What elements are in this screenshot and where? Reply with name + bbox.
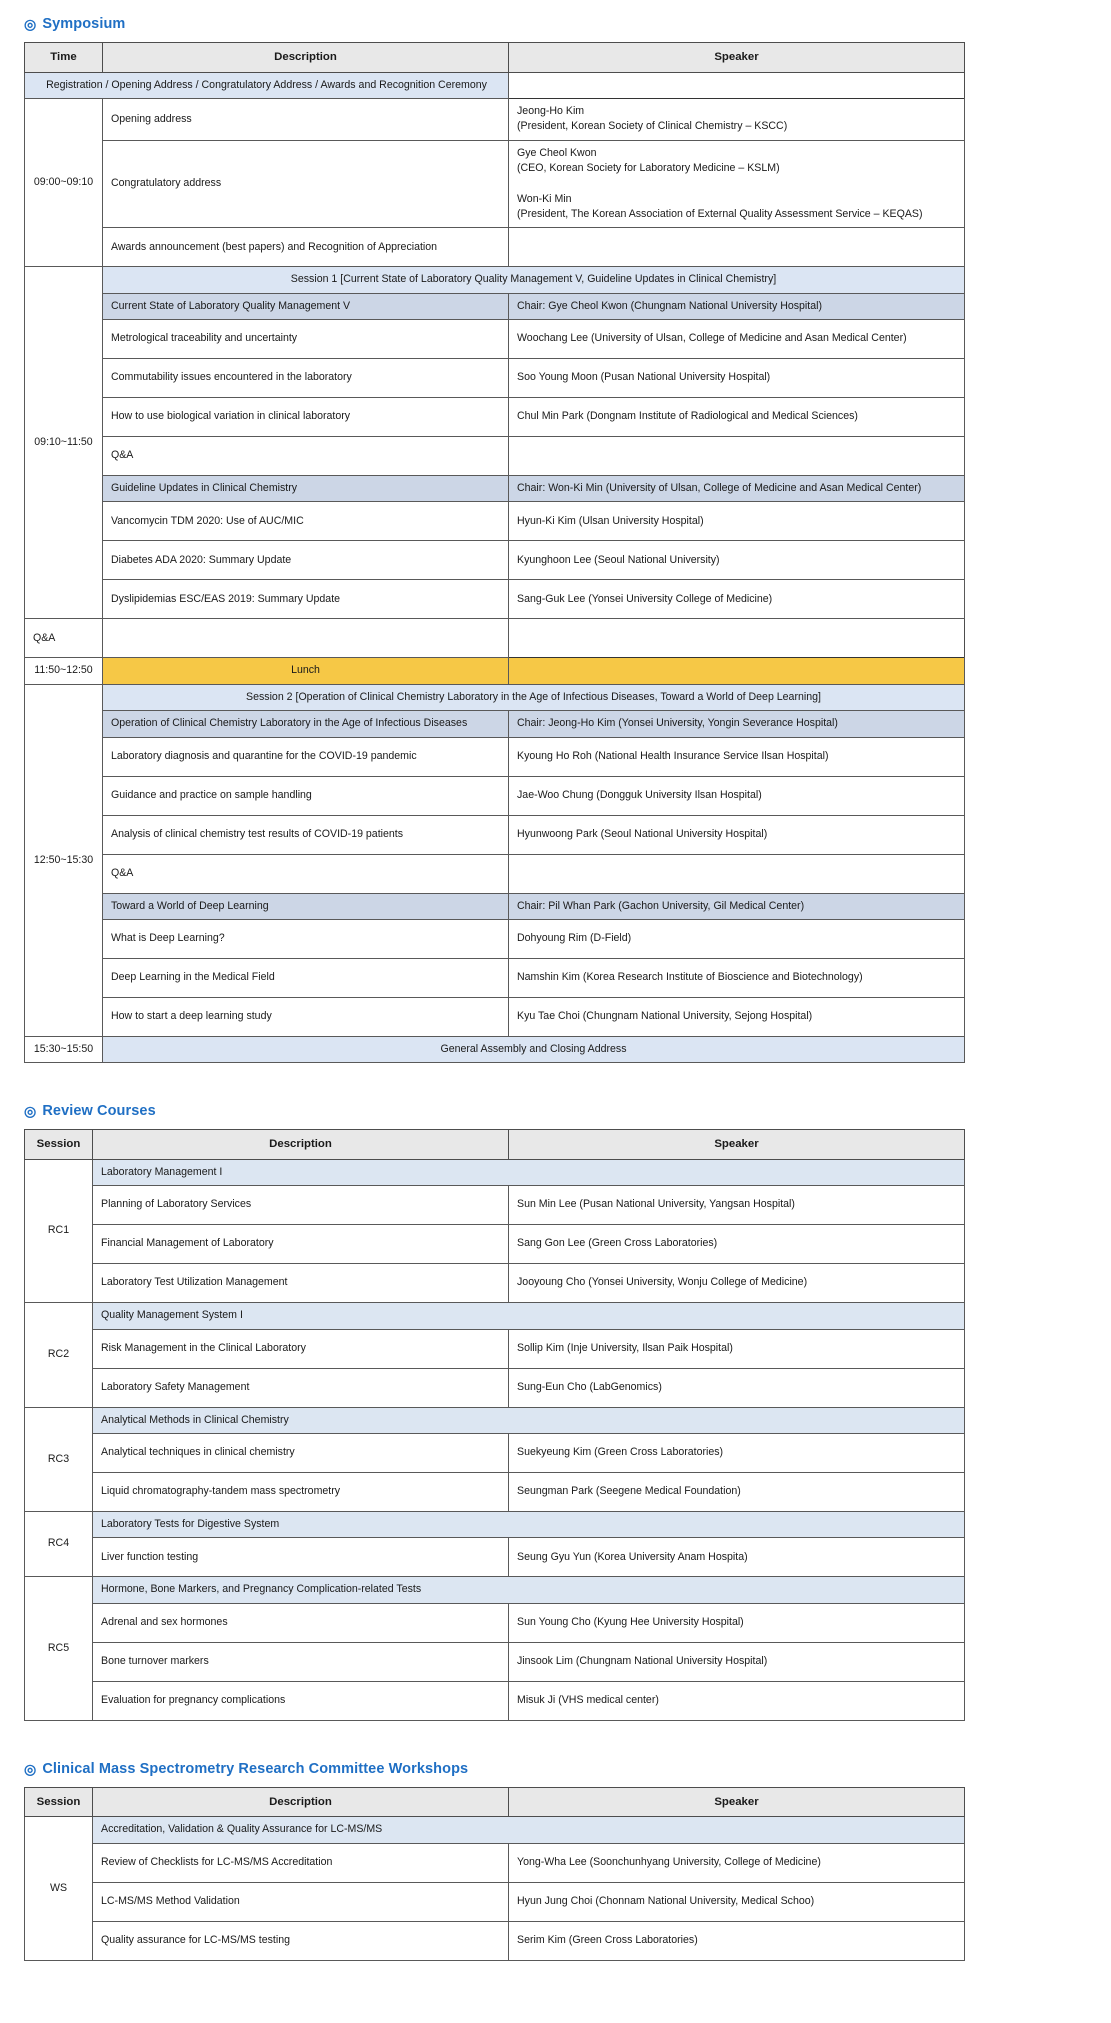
table-row (25, 1538, 965, 1577)
lunch-cell: Lunch (103, 658, 509, 684)
speaker-cell (509, 854, 965, 893)
table-row (25, 1368, 965, 1407)
table-row (25, 1921, 965, 1960)
table-row (25, 684, 965, 710)
speaker-cell: Hyunwoong Park (Seoul National University Hospital) (509, 815, 965, 854)
speaker-cell: Seung Gyu Yun (Korea University Anam Hospita) (509, 1538, 965, 1577)
speaker-cell (509, 437, 965, 476)
col-speaker: Speaker (509, 1787, 965, 1817)
description-cell: Laboratory diagnosis and quarantine for the COVID-19 pandemic (103, 737, 509, 776)
symposium-block (22, 16, 1089, 1063)
double-circle-icon: ◎ (24, 1103, 37, 1120)
speaker-cell: Sollip Kim (Inje University, Ilsan Paik Hospital) (509, 1329, 965, 1368)
col-session: Session (25, 1130, 93, 1160)
group-heading-cell: Quality Management System I (93, 1303, 965, 1329)
table-row (25, 1036, 965, 1062)
speaker-cell: Sun Young Cho (Kyung Hee University Hospital) (509, 1603, 965, 1642)
table-row (25, 1511, 965, 1537)
table-row (25, 293, 965, 319)
description-cell: Opening address (103, 98, 509, 140)
group-heading-cell: Accreditation, Validation & Quality Assurance for LC-MS/MS (93, 1817, 965, 1843)
table-row (25, 140, 965, 228)
col-description: Description (93, 1787, 509, 1817)
session-cell: RC1 (25, 1159, 93, 1302)
description-cell: Financial Management of Laboratory (93, 1225, 509, 1264)
time-cell: 09:00~09:10 (25, 98, 103, 267)
description-cell: Analytical techniques in clinical chemistry (93, 1433, 509, 1472)
subsession-title-cell: Guideline Updates in Clinical Chemistry (103, 476, 509, 502)
session-cell: RC3 (25, 1407, 93, 1511)
table-row (25, 854, 965, 893)
col-description: Description (93, 1130, 509, 1160)
double-circle-icon: ◎ (24, 16, 37, 32)
table-row (25, 502, 965, 541)
lunch-blank-cell (509, 658, 965, 684)
session-cell: RC4 (25, 1511, 93, 1576)
session-banner: Session 2 [Operation of Clinical Chemistry Laboratory in the Age of Infectious Diseases, Toward a World of Deep Learning] (103, 684, 965, 710)
speaker-cell: Seungman Park (Seegene Medical Foundation) (509, 1472, 965, 1511)
table-row (25, 1433, 965, 1472)
table-row (25, 228, 965, 267)
table-row (25, 1472, 965, 1511)
session-cell: RC5 (25, 1577, 93, 1720)
review-courses-title: Review Courses (42, 1103, 156, 1120)
workshops-heading (24, 1761, 1089, 1777)
description-cell: Congratulatory address (103, 140, 509, 228)
description-cell: Vancomycin TDM 2020: Use of AUC/MIC (103, 502, 509, 541)
table-row (25, 580, 965, 619)
time-cell: 09:10~11:50 (25, 267, 103, 619)
time-cell: 15:30~15:50 (25, 1036, 103, 1062)
table-row (25, 1681, 965, 1720)
group-heading-cell: Analytical Methods in Clinical Chemistry (93, 1407, 965, 1433)
time-cell: 12:50~15:30 (25, 684, 103, 1036)
review-courses-table (24, 1129, 965, 1720)
table-row (25, 893, 965, 919)
table-row (25, 1225, 965, 1264)
description-cell: Adrenal and sex hormones (93, 1603, 509, 1642)
table-row (25, 1329, 965, 1368)
speaker-cell: Sang Gon Lee (Green Cross Laboratories) (509, 1225, 965, 1264)
table-row (25, 958, 965, 997)
description-cell: Laboratory Safety Management (93, 1368, 509, 1407)
description-cell: Evaluation for pregnancy complications (93, 1681, 509, 1720)
speaker-cell (103, 619, 509, 658)
session-banner: General Assembly and Closing Address (103, 1036, 965, 1062)
table-row (25, 997, 965, 1036)
table-row (25, 1843, 965, 1882)
subsession-title-cell: Operation of Clinical Chemistry Laboratory in the Age of Infectious Diseases (103, 711, 509, 737)
table-row (25, 1882, 965, 1921)
table-row (25, 737, 965, 776)
col-speaker: Speaker (509, 43, 965, 73)
symposium-heading (24, 16, 1089, 32)
speaker-cell: Dohyoung Rim (D-Field) (509, 919, 965, 958)
table-row (25, 619, 965, 658)
description-cell: Liquid chromatography-tandem mass spectrometry (93, 1472, 509, 1511)
speaker-cell: Misuk Ji (VHS medical center) (509, 1681, 965, 1720)
workshops-body (25, 1817, 965, 1960)
speaker-cell: Kyunghoon Lee (Seoul National University) (509, 541, 965, 580)
speaker-cell: Sang-Guk Lee (Yonsei University College of Medicine) (509, 580, 965, 619)
description-cell: Diabetes ADA 2020: Summary Update (103, 541, 509, 580)
table-row (25, 1603, 965, 1642)
review-courses-block (22, 1103, 1089, 1720)
speaker-cell: Serim Kim (Green Cross Laboratories) (509, 1921, 965, 1960)
description-cell: Deep Learning in the Medical Field (103, 958, 509, 997)
table-row (25, 1407, 965, 1433)
chair-cell: Chair: Jeong-Ho Kim (Yonsei University, Yongin Severance Hospital) (509, 711, 965, 737)
table-row (25, 776, 965, 815)
subsession-title-cell: Toward a World of Deep Learning (103, 893, 509, 919)
group-heading-cell: Laboratory Management I (93, 1159, 965, 1185)
table-row (25, 437, 965, 476)
symposium-title: Symposium (42, 16, 126, 32)
description-cell: Metrological traceability and uncertainty (103, 320, 509, 359)
table-row (25, 1264, 965, 1303)
description-cell: Guidance and practice on sample handling (103, 776, 509, 815)
description-cell: Review of Checklists for LC-MS/MS Accreditation (93, 1843, 509, 1882)
group-heading-cell: Hormone, Bone Markers, and Pregnancy Complication-related Tests (93, 1577, 965, 1603)
description-cell: What is Deep Learning? (103, 919, 509, 958)
table-row (25, 1303, 965, 1329)
description-cell: Liver function testing (93, 1538, 509, 1577)
speaker-cell: Chul Min Park (Dongnam Institute of Radiological and Medical Sciences) (509, 398, 965, 437)
description-cell: Awards announcement (best papers) and Recognition of Appreciation (103, 228, 509, 267)
description-cell: LC-MS/MS Method Validation (93, 1882, 509, 1921)
table-row (25, 1817, 965, 1843)
review-courses-header-row (25, 1130, 965, 1160)
table-row (25, 72, 965, 98)
speaker-cell: Jae-Woo Chung (Dongguk University Ilsan Hospital) (509, 776, 965, 815)
chair-cell: Chair: Won-Ki Min (University of Ulsan, College of Medicine and Asan Medical Center) (509, 476, 965, 502)
symposium-header-row (25, 43, 965, 73)
description-cell: Laboratory Test Utilization Management (93, 1264, 509, 1303)
symposium-table (24, 42, 965, 1063)
speaker-cell: Soo Young Moon (Pusan National University Hospital) (509, 359, 965, 398)
review-courses-heading (24, 1103, 1089, 1119)
speaker-cell: Kyu Tae Choi (Chungnam National University, Sejong Hospital) (509, 997, 965, 1036)
double-circle-icon: ◎ (24, 1760, 37, 1777)
description-cell: How to start a deep learning study (103, 997, 509, 1036)
table-row (25, 1642, 965, 1681)
speaker-cell (509, 228, 965, 267)
table-row (25, 398, 965, 437)
speaker-cell: Sung-Eun Cho (LabGenomics) (509, 1368, 965, 1407)
table-row (25, 1159, 965, 1185)
subsession-title-cell: Current State of Laboratory Quality Management V (103, 293, 509, 319)
description-cell: Planning of Laboratory Services (93, 1186, 509, 1225)
table-row (25, 359, 965, 398)
group-heading-cell: Laboratory Tests for Digestive System (93, 1511, 965, 1537)
description-cell: Quality assurance for LC-MS/MS testing (93, 1921, 509, 1960)
table-row (25, 815, 965, 854)
table-row (25, 98, 965, 140)
session-banner: Session 1 [Current State of Laboratory Quality Management V, Guideline Updates in Clinical Chemistry] (103, 267, 965, 293)
speaker-cell: Hyun-Ki Kim (Ulsan University Hospital) (509, 502, 965, 541)
speaker-cell: Jeong-Ho Kim (President, Korean Society of Clinical Chemistry – KSCC) (509, 98, 965, 140)
table-row (25, 711, 965, 737)
speaker-cell: Yong-Wha Lee (Soonchunhyang University, College of Medicine) (509, 1843, 965, 1882)
speaker-cell: Jinsook Lim (Chungnam National University Hospital) (509, 1642, 965, 1681)
speaker-cell: Suekyeung Kim (Green Cross Laboratories) (509, 1433, 965, 1472)
workshops-table (24, 1787, 965, 1961)
description-cell: Q&A (103, 854, 509, 893)
workshops-block (22, 1761, 1089, 1961)
col-speaker: Speaker (509, 1130, 965, 1160)
table-row (25, 541, 965, 580)
table-row (25, 919, 965, 958)
workshops-title: Clinical Mass Spectrometry Research Committee Workshops (42, 1760, 469, 1777)
session-banner: Registration / Opening Address / Congratulatory Address / Awards and Recognition Ceremony (25, 72, 509, 98)
speaker-cell: Gye Cheol Kwon (CEO, Korean Society for Laboratory Medicine – KSLM) Won-Ki Min (President, The Korean Association of External Quality Assessment Service – KEQAS) (509, 140, 965, 228)
speaker-cell: Namshin Kim (Korea Research Institute of Bioscience and Biotechnology) (509, 958, 965, 997)
col-description: Description (103, 43, 509, 73)
symposium-body (25, 72, 965, 1063)
speaker-cell: Woochang Lee (University of Ulsan, College of Medicine and Asan Medical Center) (509, 320, 965, 359)
speaker-cell: Sun Min Lee (Pusan National University, Yangsan Hospital) (509, 1186, 965, 1225)
table-row (25, 1186, 965, 1225)
table-row (25, 1577, 965, 1603)
speaker-cell: Kyoung Ho Roh (National Health Insurance Service Ilsan Hospital) (509, 737, 965, 776)
description-cell: Commutability issues encountered in the laboratory (103, 359, 509, 398)
review-courses-body (25, 1159, 965, 1720)
speaker-cell: Hyun Jung Choi (Chonnam National University, Medical Schoo) (509, 1882, 965, 1921)
chair-cell: Chair: Pil Whan Park (Gachon University, Gil Medical Center) (509, 893, 965, 919)
description-cell: Bone turnover markers (93, 1642, 509, 1681)
time-cell: 11:50~12:50 (25, 658, 103, 684)
col-time: Time (25, 43, 103, 73)
description-cell: Analysis of clinical chemistry test results of COVID-19 patients (103, 815, 509, 854)
chair-cell: Chair: Gye Cheol Kwon (Chungnam National University Hospital) (509, 293, 965, 319)
table-row (25, 658, 965, 684)
table-row (25, 320, 965, 359)
description-cell: Risk Management in the Clinical Laboratory (93, 1329, 509, 1368)
table-row (25, 267, 965, 293)
session-cell: WS (25, 1817, 93, 1960)
workshops-header-row (25, 1787, 965, 1817)
description-cell: How to use biological variation in clinical laboratory (103, 398, 509, 437)
description-cell: Q&A (103, 437, 509, 476)
col-session: Session (25, 1787, 93, 1817)
speaker-cell: Jooyoung Cho (Yonsei University, Wonju College of Medicine) (509, 1264, 965, 1303)
session-cell: RC2 (25, 1303, 93, 1407)
table-row (25, 476, 965, 502)
description-cell: Q&A (25, 619, 103, 658)
description-cell: Dyslipidemias ESC/EAS 2019: Summary Update (103, 580, 509, 619)
